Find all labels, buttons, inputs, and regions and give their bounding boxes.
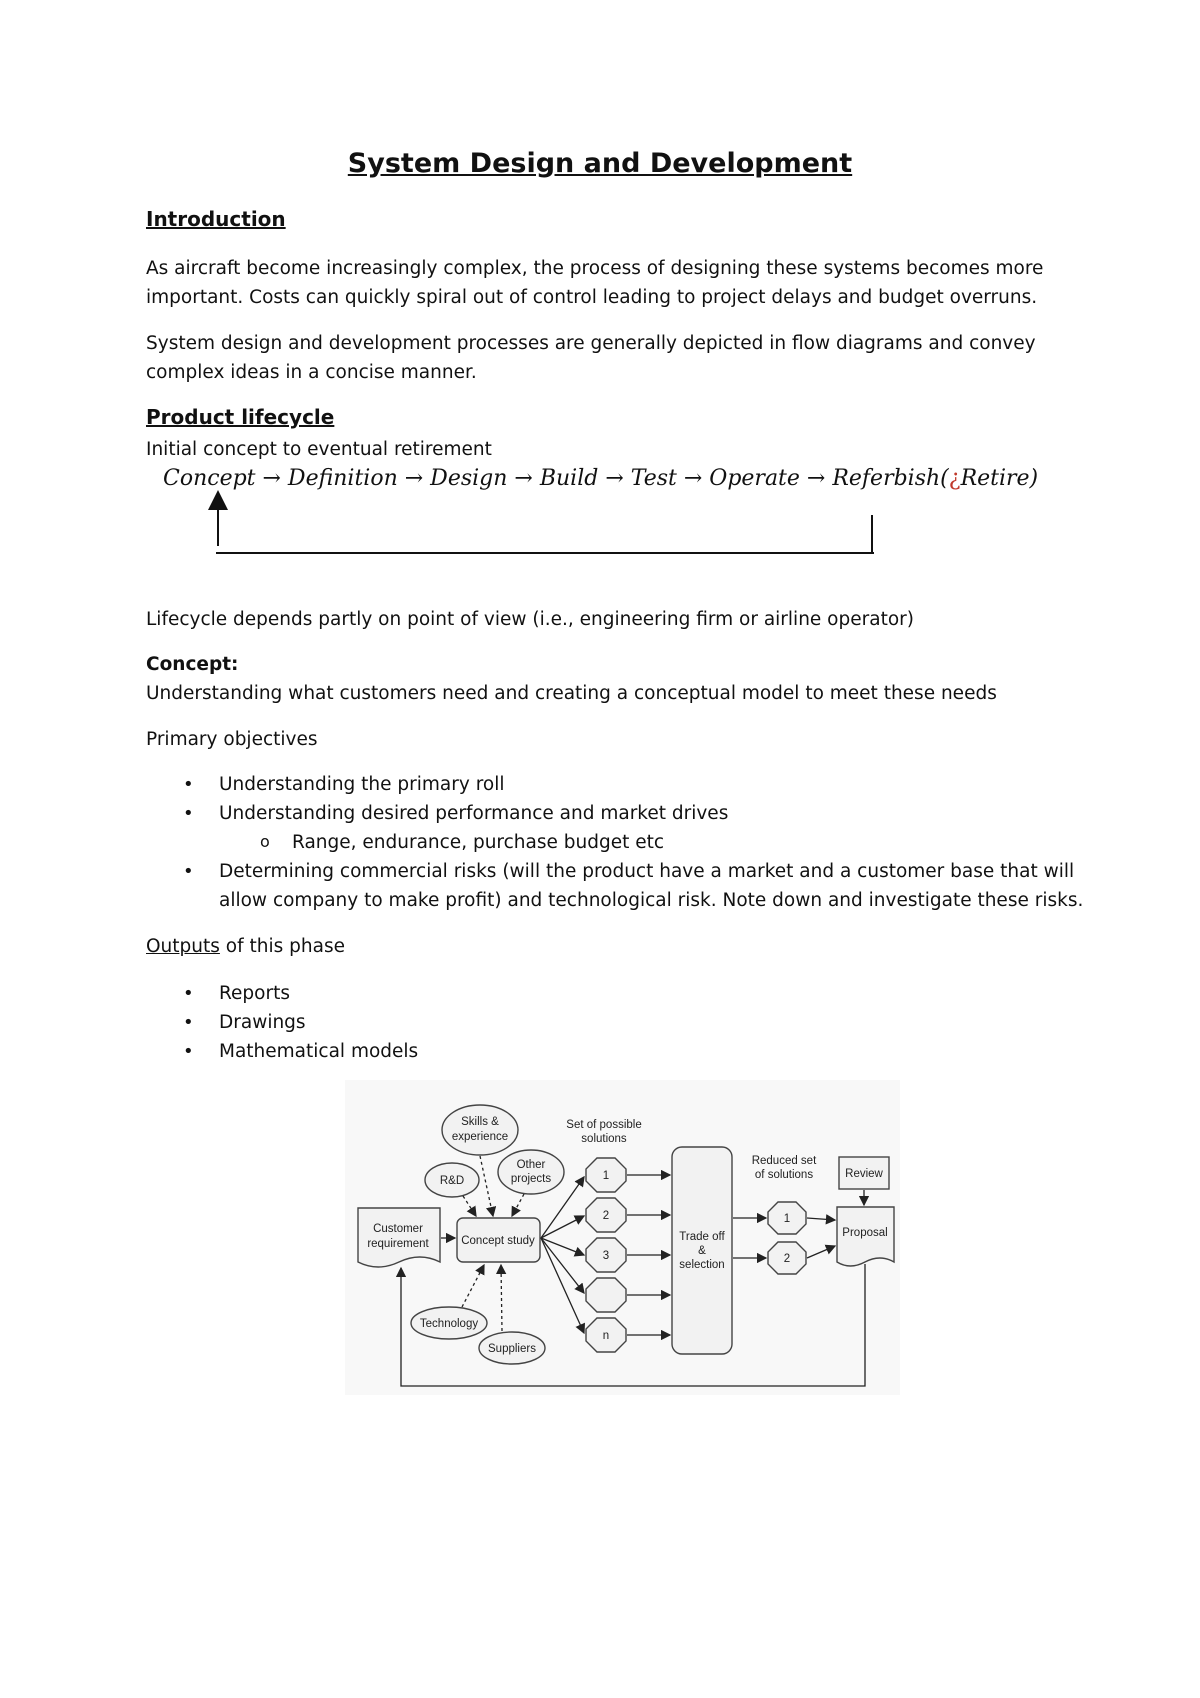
solution-label: n: [602, 1330, 610, 1342]
concept-heading: Concept:: [146, 654, 239, 675]
lifecycle-formula-main: Concept → Definition → Design → Build → Test → Operate → Referbish(: [163, 466, 949, 491]
bullet-icon: •: [183, 1041, 194, 1062]
skills-label-1: Skills &: [461, 1116, 499, 1128]
reduced-solution-label: 1: [783, 1213, 791, 1225]
skills-label-2: experience: [451, 1131, 509, 1143]
outputs-suffix: of this phase: [219, 936, 345, 957]
set-label-2: solutions: [581, 1133, 627, 1145]
intro-paragraph-2-line-1: System design and development processes are generally depicted in flow diagrams and convey: [146, 333, 1036, 354]
reduced-label-1: Reduced set: [751, 1155, 817, 1167]
output-reports: Reports: [219, 983, 290, 1004]
technology-label: Technology: [419, 1318, 479, 1330]
skills-node: [442, 1105, 518, 1155]
objective-2: Understanding desired performance and market drives: [219, 803, 729, 824]
intro-paragraph-1-line-1: As aircraft become increasingly complex, the process of designing these systems becomes more: [146, 258, 1044, 279]
sub-bullet-icon: o: [260, 832, 270, 851]
page-title: System Design and Development: [347, 148, 853, 179]
solution-label: 3: [602, 1250, 610, 1262]
intro-paragraph-1-line-2: important. Costs can quickly spiral out of control leading to project delays and budget overruns.: [146, 287, 1038, 308]
introduction-heading: Introduction: [146, 207, 286, 231]
customer-label-1: Customer: [373, 1223, 423, 1235]
reduced-label-2: of solutions: [754, 1169, 814, 1181]
output-models: Mathematical models: [219, 1041, 419, 1062]
bullet-icon: •: [183, 983, 194, 1004]
bullet-icon: •: [183, 803, 194, 824]
objective-1: Understanding the primary roll: [219, 774, 505, 795]
other-label-1: Other: [516, 1159, 546, 1171]
reduced-solution-label: 2: [783, 1253, 791, 1265]
trade-label-2: &: [698, 1245, 706, 1257]
objective-2-sub: Range, endurance, purchase budget etc: [292, 832, 665, 853]
lifecycle-subtitle: Initial concept to eventual retirement: [146, 439, 492, 460]
bullet-icon: •: [183, 1012, 194, 1033]
solution-label: 1: [602, 1170, 610, 1182]
objective-3-line-2: allow company to make profit) and technological risk. Note down and investigate these risks.: [219, 890, 1084, 911]
customer-label-2: requirement: [367, 1238, 429, 1250]
lifecycle-heading: Product lifecycle: [146, 405, 335, 429]
objective-3-line-1: Determining commercial risks (will the product have a market and a customer base that will: [219, 861, 1075, 882]
trade-label-1: Trade off: [679, 1231, 725, 1243]
outputs-label: Outputs: [146, 936, 220, 957]
rd-label: R&D: [439, 1175, 465, 1187]
bullet-icon: •: [183, 861, 194, 882]
review-label: Review: [845, 1168, 883, 1180]
other-projects-node: [498, 1150, 564, 1194]
objectives-label: Primary objectives: [146, 729, 318, 750]
concept-description: Understanding what customers need and creating a conceptual model to meet these needs: [146, 683, 997, 704]
other-label-2: projects: [510, 1173, 552, 1185]
lifecycle-formula-end: Retire): [960, 466, 1039, 491]
solution-label: 2: [602, 1210, 610, 1222]
trade-label-3: selection: [679, 1259, 725, 1271]
lifecycle-formula-red: ¿: [948, 466, 961, 491]
bullet-icon: •: [183, 774, 194, 795]
output-drawings: Drawings: [219, 1012, 306, 1033]
solution-node: [586, 1278, 626, 1312]
suppliers-label: Suppliers: [488, 1343, 536, 1355]
set-label-1: Set of possible: [566, 1119, 642, 1131]
lifecycle-pov-text: Lifecycle depends partly on point of view (i.e., engineering firm or airline operator): [146, 609, 914, 630]
concept-study-label: Concept study: [461, 1235, 535, 1247]
intro-paragraph-2-line-2: complex ideas in a concise manner.: [146, 362, 477, 383]
proposal-label: Proposal: [842, 1227, 888, 1239]
